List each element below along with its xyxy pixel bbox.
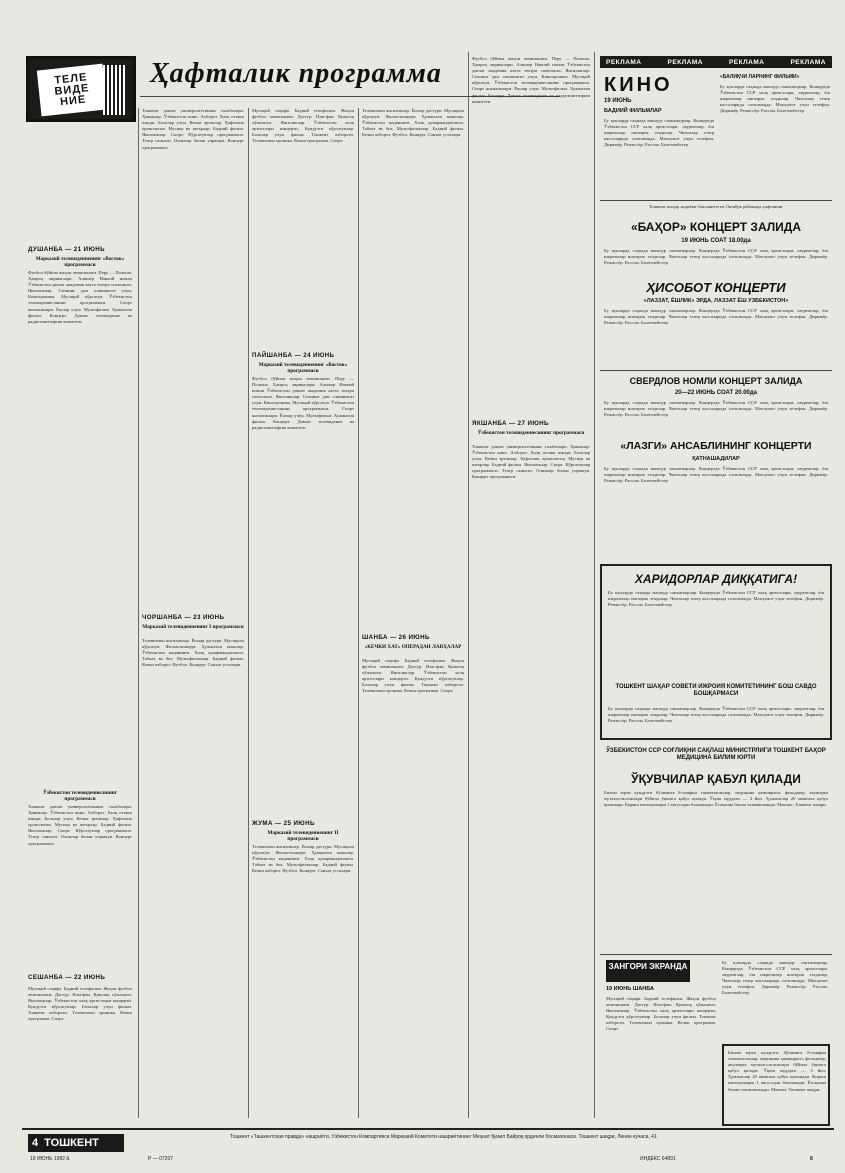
section-label: «КЕЧКИ ХАТ» ОПЕРАДАН ЛАВҲАЛАР xyxy=(364,644,462,650)
footer-issue: Р — 07207 xyxy=(148,1156,174,1162)
column-rule-5 xyxy=(594,52,595,1118)
ad-rule xyxy=(600,954,832,955)
column-rule-1 xyxy=(138,108,139,1118)
zangori-side-text: Бу кунларда саҳнада машҳур санъаткорлар. Концертда Ўзбекистон ССР халқ артистлари, лауреатлар, ёш ижрочилар иштирок этадилар. Чипталар театр кассаларида сотилмоқда. Маълумот учун телефон. Дирижёр. Режиссёр. Рассом. Балетмейстер. xyxy=(722,960,828,996)
ad-rule xyxy=(600,370,832,371)
hisobot-subtitle: «ЛАЗЗАТ, ЁШЛИК» ЭРДА, ЛАЗЗАТ ЁШ УЗБЕКИСТОН» xyxy=(643,298,789,304)
newspaper-page xyxy=(22,48,834,1138)
day-heading-friday: ЖУМА — 25 ИЮНЬ xyxy=(252,820,315,827)
program-text-block: Мусиқий саҳифа. Бадиий телефильм. Жаҳон футбол чемпионати. Дастур. Илм-фан. Қишлоқ хўжалиги. Янгиликлар. Ўзбекистон халқ артистлари концерти. Кундузги кўрсатувлар. Болалар учун фильм. Тошкент ахбороти. Телевизион хроника. Кечки программа. Спорт. xyxy=(362,658,464,694)
hisobot-title: ҲИСОБОТ КОНЦЕРТИ xyxy=(646,280,786,295)
kino-title: КИНО xyxy=(604,74,673,96)
tv-logo xyxy=(26,56,136,122)
program-text-block: Телевизион янгиликлар. Ёшлар дастури. Мусиқали кўрсатув. Фильм-концерт. Ҳужжатли кинолар. Ўзбекистон маданияти. Халқ ҳунармандчилиги. Табиат ва биз. Мультфильмлар. Бадиий фильм. Кечки ахборот. Футбол. Концерт. Санъат усталари. xyxy=(362,108,464,138)
day-heading-sunday: ЯКШАНБА — 27 ИЮНЬ xyxy=(472,420,549,427)
banner-word: РЕКЛАМА xyxy=(790,58,826,66)
banner-word: РЕКЛАМА xyxy=(606,58,642,66)
kino-hall: БАДИИЙ ФИЛЬМЛАР xyxy=(604,108,662,114)
footer-page-number: 8 xyxy=(810,1156,813,1162)
kino-listing: Бу кунларда саҳнада машҳур санъаткорлар. Концертда Ўзбекистон ССР халқ артистлари, лауреатлар, ёш ижрочилар иштирок этадилар. Чипталар театр кассаларида сотилмоқда. Маълумот учун телефон. Дирижёр. Режиссёр. Рассом. Балетмейстер. xyxy=(604,118,714,148)
haridor-title: ХАРИДОРЛАР ДИҚҚАТИГА! xyxy=(634,572,798,586)
program-text-block: Футбол бўйича жаҳон чемпионати. Перу — Польша. Ҳамроҳ лирикалари. Алишер Навоий номли Ўзбекистон давлат академик катта театри спектакли. Янгиликлар. Сизнинг дам олишингиз учун. Кинохроника. Мусиқий кўрсатув. Ўзбекистон телевидениесининг программаси. Спорт янгиликлари. Ёшлар учун. Мультфильм. Хужжатли фильм. Концерт. Давлат телевидение ва радиоэшиттириш комитети. xyxy=(472,56,590,104)
program-text-block: Футбол бўйича жаҳон чемпионати. Перу — Польша. Ҳамроҳ лирикалари. Алишер Навоий номли Ўзбекистон давлат академик катта театри спектакли. Янгиликлар. Сизнинг дам олишингиз учун. Кинохроника. Мусиқий кўрсатув. Ўзбекистон телевидениесининг программаси. Спорт янгиликлари. Ёшлар учун. Мультфильм. Хужжатли фильм. Концерт. Давлат телевидение ва радиоэшиттириш комитети. xyxy=(28,270,132,324)
footer-masthead-title: ТОШКЕНТ xyxy=(44,1137,99,1149)
kino-right-listing: Бу кунларда саҳнада машҳур санъаткорлар. Концертда Ўзбекистон ССР халқ артистлари, лауреатлар, ёш ижрочилар иштирок этадилар. Чипталар театр кассаларида сотилмоқда. Маълумот учун телефон. Дирижёр. Режиссёр. Рассом. Балетмейстер. xyxy=(720,84,830,114)
column-rule-3 xyxy=(358,108,359,1118)
program-text-block: Телевизион янгиликлар. Ёшлар дастури. Мусиқали кўрсатув. Фильм-концерт. Ҳужжатли кинолар. Ўзбекистон маданияти. Халқ ҳунармандчилиги. Табиат ва биз. Мультфильмлар. Бадиий фильм. Кечки ахборот. Футбол. Концерт. Санъат усталари. xyxy=(142,638,244,668)
haridor-text: Бу кунларда саҳнада машҳур санъаткорлар. Концертда Ўзбекистон ССР халқ артистлари, лауреатлар, ёш ижрочилар иштирок этадилар. Чипталар театр кассаларида сотилмоқда. Маълумот учун телефон. Дирижёр. Режиссёр. Рассом. Балетмейстер. xyxy=(608,590,824,608)
gastrol-note: Тошкент шаҳар эндиёки бошланғич ва Октябрь районида ҳафтанинг xyxy=(648,204,784,209)
haridor-text-2: Бу кунларда саҳнада машҳур санъаткорлар. Концертда Ўзбекистон ССР халқ артистлари, лауреатлар, ёш ижрочилар иштирок этадилар. Чипталар театр кассаларида сотилмоқда. Маълумот учун телефон. Дирижёр. Режиссёр. Рассом. Балетмейстер. xyxy=(608,706,824,724)
banner-word: РЕКЛАМА xyxy=(667,58,703,66)
lazgi-title: «ЛАЗГИ» АНСАБЛИНИНГ КОНЦЕРТИ xyxy=(620,440,812,452)
section-label: Марказий телевидениенинг I программаси xyxy=(142,624,244,630)
section-label: Марказий телевидениенинг «Восток» программаси xyxy=(35,256,125,268)
column-rule-2 xyxy=(248,108,249,1118)
day-heading-tuesday: СЕШАНБА — 22 ИЮНЬ xyxy=(28,974,106,981)
lazgi-text: Бу кунларда саҳнада машҳур санъаткорлар. Концертда Ўзбекистон ССР халқ артистлари, лауреатлар, ёш ижрочилар иштирок этадилар. Чипталар театр кассаларида сотилмоқда. Маълумот учун телефон. Дирижёр. Режиссёр. Рассом. Балетмейстер. xyxy=(604,466,828,484)
section-label: Марказий телевидениенинг II программаси xyxy=(267,830,339,842)
med-title: ЎҚУВЧИЛАР ҚАБУЛ ҚИЛАДИ xyxy=(631,772,801,786)
bahor-title: «БАҲОР» КОНЦЕРТ ЗАЛИДА xyxy=(630,220,802,234)
bahor-text: Бу кунларда саҳнада машҳур санъаткорлар. Концертда Ўзбекистон ССР халқ артистлари, лауреатлар, ёш ижрочилар иштирок этадилар. Чипталар театр кассаларида сотилмоқда. Маълумот учун телефон. Дирижёр. Режиссёр. Рассом. Балетмейстер. xyxy=(604,248,828,266)
program-text-block: Тошкент давлат университетининг талабалари. Ҳикоялар. Ўзбекистон кино. Ахборот. Халқ оғзаки ижоди. Болалар учун. Кечки эртаклар. Ҳафталик хронология. Мусиқа ва шеърлар. Бадиий фильм. Янгиликлар. Спорт. Кўрсатувлар программаси. Театр санъати. Олимлар билан учрашув. Концерт программаси. xyxy=(28,804,132,846)
banner-word: РЕКЛАМА xyxy=(728,58,765,66)
day-heading-saturday: ШАНБА — 26 ИЮНЬ xyxy=(362,634,430,641)
hisobot-text: Бу кунларда саҳнада машҳур санъаткорлар. Концертда Ўзбекистон ССР халқ артистлари, лауреатлар, ёш ижрочилар иштирок этадилар. Чипталар театр кассаларида сотилмоқда. Маълумот учун телефон. Дирижёр. Режиссёр. Рассом. Балетмейстер. xyxy=(604,308,828,326)
day-heading-monday: ДУШАНБА — 21 ИЮНЬ xyxy=(28,246,105,253)
side-box xyxy=(722,1044,830,1126)
logo-line-2: ВИДЕ xyxy=(53,81,90,98)
section-label: Марказий телевидениенинг «Восток» программаси xyxy=(258,362,348,374)
haridor-subtitle: ТОШКЕНТ ШАҲАР СОВЕТИ ИЖРОИЯ КОМИТЕТИНИНГ БОШ САВДО БОШҚАРМАСИ xyxy=(615,684,817,697)
ad-banner xyxy=(600,56,832,68)
program-text-block: Телевизион янгиликлар. Ёшлар дастури. Мусиқали кўрсатув. Фильм-концерт. Ҳужжатли кинолар. Ўзбекистон маданияти. Халқ ҳунармандчилиги. Табиат ва биз. Мультфильмлар. Бадиий фильм. Кечки ахборот. Футбол. Концерт. Санъат усталари. xyxy=(252,844,354,874)
program-text-block: Мусиқий саҳифа. Бадиий телефильм. Жаҳон футбол чемпионати. Дастур. Илм-фан. Қишлоқ хўжалиги. Янгиликлар. Ўзбекистон халқ артистлари концерти. Кундузги кўрсатувлар. Болалар учун фильм. Тошкент ахбороти. Телевизион хроника. Кечки программа. Спорт. xyxy=(28,986,132,1022)
med-heading: ЎЗБЕКИСТОН ССР СОҒЛИҚНИ САҚЛАШ МИНИСТРЛИГИ ТОШКЕНТ БАҲОР МЕДИЦИНА БИЛИМ ЮРТИ xyxy=(606,748,826,761)
footer-masthead xyxy=(28,1134,124,1152)
section-label: Ўзбекистон телевидениесининг программаси xyxy=(477,430,585,436)
column-rule-4 xyxy=(468,52,469,1118)
bahor-date: 19 ИЮНЬ СОАТ 18.00да xyxy=(681,238,751,244)
lazgi-subtitle: ҚАТНАШАДИЛАР xyxy=(692,456,740,462)
footer-bottom-note: Тошкент «Ташкентская правда» нашриёти, Ўзбекистон Компартияси Марказий Комитети нашриётининг Меҳнат Қизил Байроқ орденли босмахонаси. Тошкент шаҳри, Ленин кўчаси, 41. xyxy=(230,1134,659,1140)
page-title: Ҳафталик программа xyxy=(150,58,442,89)
program-text-block: Футбол бўйича жаҳон чемпионати. Перу — Польша. Ҳамроҳ лирикалари. Алишер Навоий номли Ўзбекистон давлат академик катта театри спектакли. Янгиликлар. Сизнинг дам олишингиз учун. Кинохроника. Мусиқий кўрсатув. Ўзбекистон телевидениесининг программаси. Спорт янгиликлари. Ёшлар учун. Мультфильм. Хужжатли фильм. Концерт. Давлат телевидение ва радиоэшиттириш комитети. xyxy=(252,376,354,430)
zangori-text: Мусиқий саҳифа. Бадиий телефильм. Жаҳон футбол чемпионати. Дастур. Илм-фан. Қишлоқ хўжалиги. Янгиликлар. Ўзбекистон халқ артистлари концерти. Кундузги кўрсатувлар. Болалар учун фильм. Тошкент ахбороти. Телевизион хроника. Кечки программа. Спорт. xyxy=(606,996,716,1032)
footer-page-number-left: 4 xyxy=(32,1137,39,1149)
footer-rule xyxy=(22,1128,834,1130)
zangori-title: ЗАНГОРИ ЭКРАНДА xyxy=(608,962,688,971)
haridor-box xyxy=(600,564,832,740)
ad-rule xyxy=(600,200,832,201)
side-box-text: Билим юрти кундузги бўлимига 8-синфни тамомлаганлар, медицина ҳамшираси, фельдшер, акушерка мутахассисликлари бўйича ўқишга қабул қилади. Ўқиш муддати — 3 йил. Ҳужжатлар 20 июнгача қабул қилинади. Кириш имтиҳонлари 1 августдан бошланади. Ётоқхона билан таъминланади. Манзил: Тошкент шаҳри. xyxy=(728,1050,826,1092)
section-label: Ўзбекистон телевидениесининг программаси xyxy=(42,790,118,802)
sverdlov-title: СВЕРДЛОВ НОМЛИ КОНЦЕРТ ЗАЛИДА xyxy=(629,376,803,386)
program-text-block: Мусиқий саҳифа. Бадиий телефильм. Жаҳон футбол чемпионати. Дастур. Илм-фан. Қишлоқ хўжалиги. Янгиликлар. Ўзбекистон халқ артистлари концерти. Кундузги кўрсатувлар. Болалар учун фильм. Тошкент ахбороти. Телевизион хроника. Кечки программа. Спорт. xyxy=(252,108,354,144)
footer-date: 19 ИЮНЬ 1982 й. xyxy=(30,1156,71,1162)
tv-logo-text xyxy=(37,64,107,117)
kino-date: 19 ИЮНЬ xyxy=(604,98,632,104)
program-text-block: Тошкент давлат университетининг талабалари. Ҳикоялар. Ўзбекистон кино. Ахборот. Халқ оғзаки ижоди. Болалар учун. Кечки эртаклар. Ҳафталик хронология. Мусиқа ва шеърлар. Бадиий фильм. Янгиликлар. Спорт. Кўрсатувлар программаси. Театр санъати. Олимлар билан учрашув. Концерт программаси. xyxy=(142,108,244,150)
sverdlov-text: Бу кунларда саҳнада машҳур санъаткорлар. Концертда Ўзбекистон ССР халқ артистлари, лауреатлар, ёш ижрочилар иштирок этадилар. Чипталар театр кассаларида сотилмоқда. Маълумот учун телефон. Дирижёр. Режиссёр. Рассом. Балетмейстер. xyxy=(604,400,828,418)
logo-line-3: НИЕ xyxy=(59,93,87,108)
med-text: Билим юрти кундузги бўлимига 8-синфни тамомлаганлар, медицина ҳамшираси, фельдшер, акушерка мутахассисликлари бўйича ўқишга қабул қилади. Ўқиш муддати — 3 йил. Ҳужжатлар 20 июнгача қабул қилинади. Кириш имтиҳонлари 1 августдан бошланади. Ётоқхона билан таъминланади. Манзил: Тошкент шаҳри. xyxy=(604,790,828,808)
logo-stripe-decoration xyxy=(103,65,125,115)
day-heading-thursday: ПАЙШАНБА — 24 ИЮНЬ xyxy=(252,352,335,359)
logo-line-1: ТЕЛЕ xyxy=(53,70,88,87)
program-text-block: Тошкент давлат университетининг талабалари. Ҳикоялар. Ўзбекистон кино. Ахборот. Халқ оғзаки ижоди. Болалар учун. Кечки эртаклар. Ҳафталик хронология. Мусиқа ва шеърлар. Бадиий фильм. Янгиликлар. Спорт. Кўрсатувлар программаси. Театр санъати. Олимлар билан учрашув. Концерт программаси. xyxy=(472,444,590,480)
sverdlov-date: 20—22 ИЮНЬ СОАТ 20.00да xyxy=(674,390,758,396)
kino-right-heading: «БАЛИҚЧИ ЛАРНИНГ ФИЛЬМИ» xyxy=(720,74,800,80)
day-heading-wednesday: ЧОРШАНБА — 23 ИЮНЬ xyxy=(142,614,225,621)
footer-index: ИНДЕКС 64891 xyxy=(640,1156,676,1162)
zangori-date: 19 ИЮНЬ ШАНБА xyxy=(606,986,654,992)
